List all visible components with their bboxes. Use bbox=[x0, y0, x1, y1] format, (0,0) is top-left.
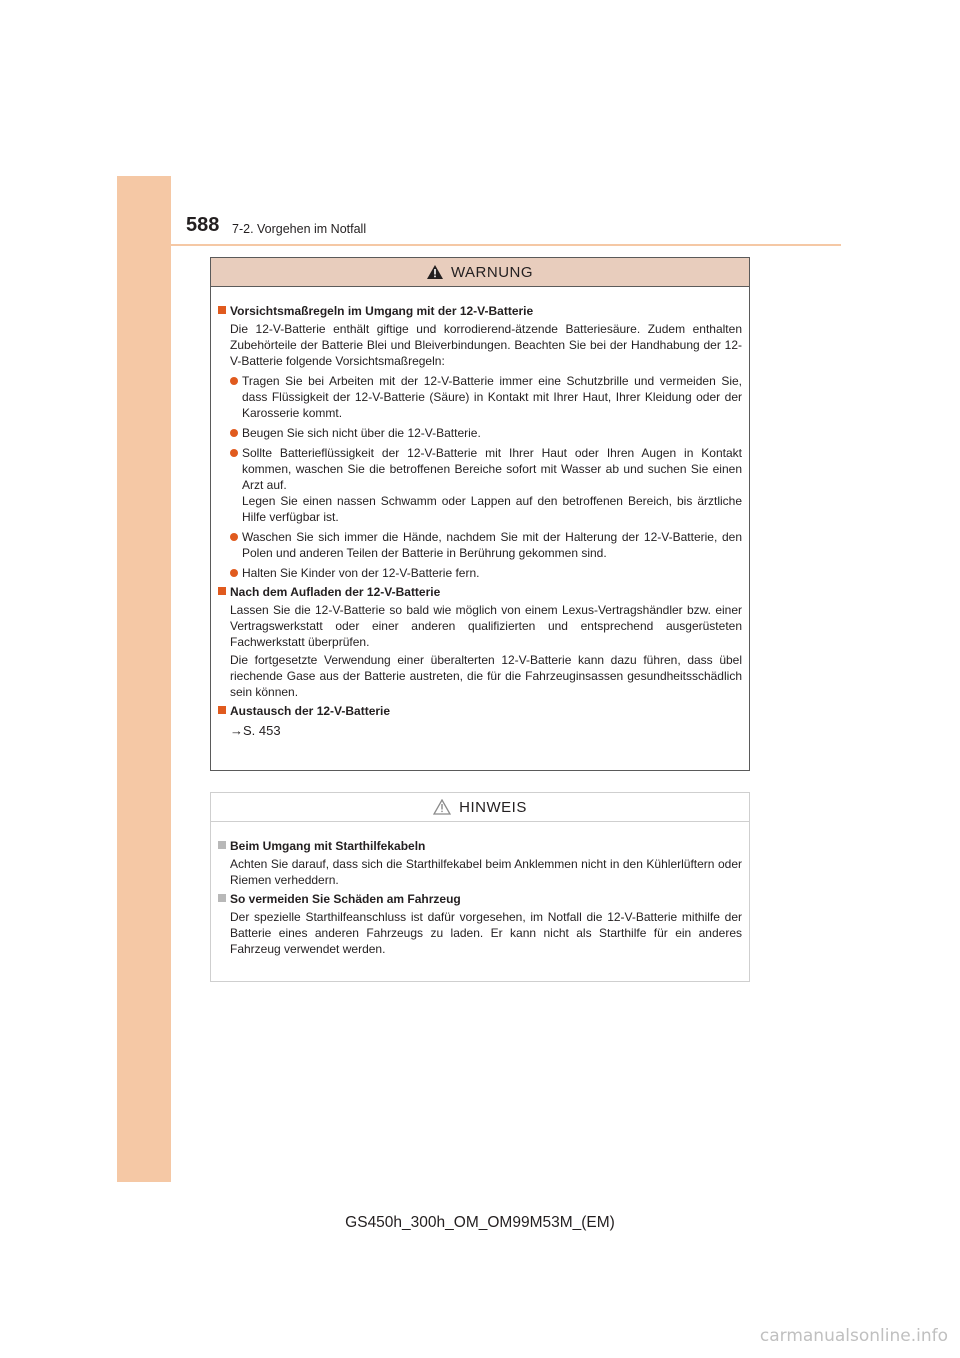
square-bullet-icon bbox=[218, 894, 226, 902]
hint-section-heading bbox=[218, 838, 742, 854]
watermark: carmanualsonline.info bbox=[759, 1326, 948, 1346]
header-rule bbox=[171, 244, 841, 246]
hint-section-heading bbox=[218, 891, 742, 907]
page-number: 588 bbox=[186, 214, 220, 236]
square-bullet-icon bbox=[218, 706, 226, 714]
section-heading-text: Beim Umgang mit Starthilfekabeln bbox=[230, 839, 426, 853]
round-bullet-icon bbox=[230, 377, 238, 385]
hint-header bbox=[211, 793, 749, 822]
list-item bbox=[230, 373, 742, 421]
hint-title: HINWEIS bbox=[459, 798, 527, 816]
warning-section-heading bbox=[218, 584, 742, 600]
square-bullet-icon bbox=[218, 841, 226, 849]
list-item-text: Halten Sie Kinder von der 12-V-Batterie fern. bbox=[242, 566, 480, 580]
round-bullet-icon bbox=[230, 449, 238, 457]
warning-box bbox=[210, 257, 750, 771]
list-item bbox=[230, 425, 742, 441]
warning-section-heading bbox=[218, 703, 742, 719]
list-item bbox=[230, 445, 742, 525]
round-bullet-icon bbox=[230, 533, 238, 541]
list-item-text-part1: Sollte Batterieflüssigkeit der 12-V-Batterie mit Ihrer Haut oder Ihren Augen in Kontakt kommen, waschen Sie die betroffenen Bereiche sofort mit Wasser ab und suchen Sie einen Arzt auf. bbox=[242, 446, 742, 492]
round-bullet-icon bbox=[230, 429, 238, 437]
section-title: 7-2. Vorgehen im Notfall bbox=[232, 222, 367, 236]
section-paragraph: Der spezielle Starthilfeanschluss ist dafür vorgesehen, im Notfall die 12-V-Batterie mithilfe der Batterie eines anderen Fahrzeugs zu laden. Er kann nicht als Starthilfe für ein anderes Fahrzeug verwendet werden. bbox=[230, 910, 742, 956]
list-item-text bbox=[242, 445, 742, 525]
side-color-band bbox=[117, 176, 171, 1182]
document-code: GS450h_300h_OM_OM99M53M_(EM) bbox=[345, 1214, 615, 1231]
section-paragraph: Die fortgesetzte Verwendung einer überalterten 12-V-Batterie kann dazu führen, dass übel riechende Gase aus der Batterie austreten, die für die Fahrzeuginsassen gesundheitsschädlich sein können. bbox=[230, 653, 742, 699]
list-item bbox=[230, 565, 742, 581]
warning-header bbox=[211, 258, 749, 287]
list-item-text-part2: Legen Sie einen nassen Schwamm oder Lappen auf den betroffenen Bereich, bis ärztliche Hilfe verfügbar ist. bbox=[242, 494, 742, 524]
list-item-text: Tragen Sie bei Arbeiten mit der 12-V-Batterie immer eine Schutzbrille und vermeiden Sie, dass Flüssigkeit der 12-V-Batterie (Säure) in Kontakt mit Ihrer Haut, Ihrer Kleidung oder der Karosserie kommt. bbox=[242, 374, 742, 420]
section-paragraph: Achten Sie darauf, dass sich die Starthilfekabel beim Anklemmen nicht in den Kühlerlüftern oder Riemen verheddern. bbox=[230, 857, 742, 887]
hint-body bbox=[211, 822, 749, 957]
square-bullet-icon bbox=[218, 587, 226, 595]
section-heading-text: Austausch der 12-V-Batterie bbox=[230, 704, 391, 718]
list-item-text: Waschen Sie sich immer die Hände, nachdem Sie mit der Halterung der 12-V-Batterie, den Polen und anderen Teilen der Batterie in Berührung gekommen sind. bbox=[242, 530, 742, 560]
section-heading-text: Vorsichtsmaßregeln im Umgang mit der 12-V-Batterie bbox=[230, 304, 534, 318]
section-heading-text: So vermeiden Sie Schäden am Fahrzeug bbox=[230, 892, 461, 906]
section-heading-text: Nach dem Aufladen der 12-V-Batterie bbox=[230, 585, 441, 599]
page-reference-link[interactable]: →S. 453 bbox=[230, 723, 281, 738]
hint-box bbox=[210, 792, 750, 982]
warning-body bbox=[211, 287, 749, 739]
warning-section-heading bbox=[218, 303, 742, 319]
caution-triangle-icon bbox=[433, 799, 451, 815]
list-item-text: Beugen Sie sich nicht über die 12-V-Batterie. bbox=[242, 426, 481, 440]
section-paragraph: Die 12-V-Batterie enthält giftige und korrodierend-ätzende Batteriesäure. Zudem enthalten Zubehörteile der Batterie Blei und Bleiverbindungen. Beachten Sie bei der Handhabung der 12-V-Batterie folgende Vorsichtsmaßregeln: bbox=[230, 322, 742, 368]
section-paragraph: Lassen Sie die 12-V-Batterie so bald wie möglich von einem Lexus-Vertragshändler bzw. einer Vertragswerkstatt oder einer anderen qualifizierten und entsprechend ausgerüsteten Fachwerkstatt überprüfen. bbox=[230, 603, 742, 649]
warning-triangle-icon bbox=[427, 265, 443, 279]
list-item bbox=[230, 529, 742, 561]
warning-title: WARNUNG bbox=[450, 263, 534, 281]
square-bullet-icon bbox=[218, 306, 226, 314]
round-bullet-icon bbox=[230, 569, 238, 577]
